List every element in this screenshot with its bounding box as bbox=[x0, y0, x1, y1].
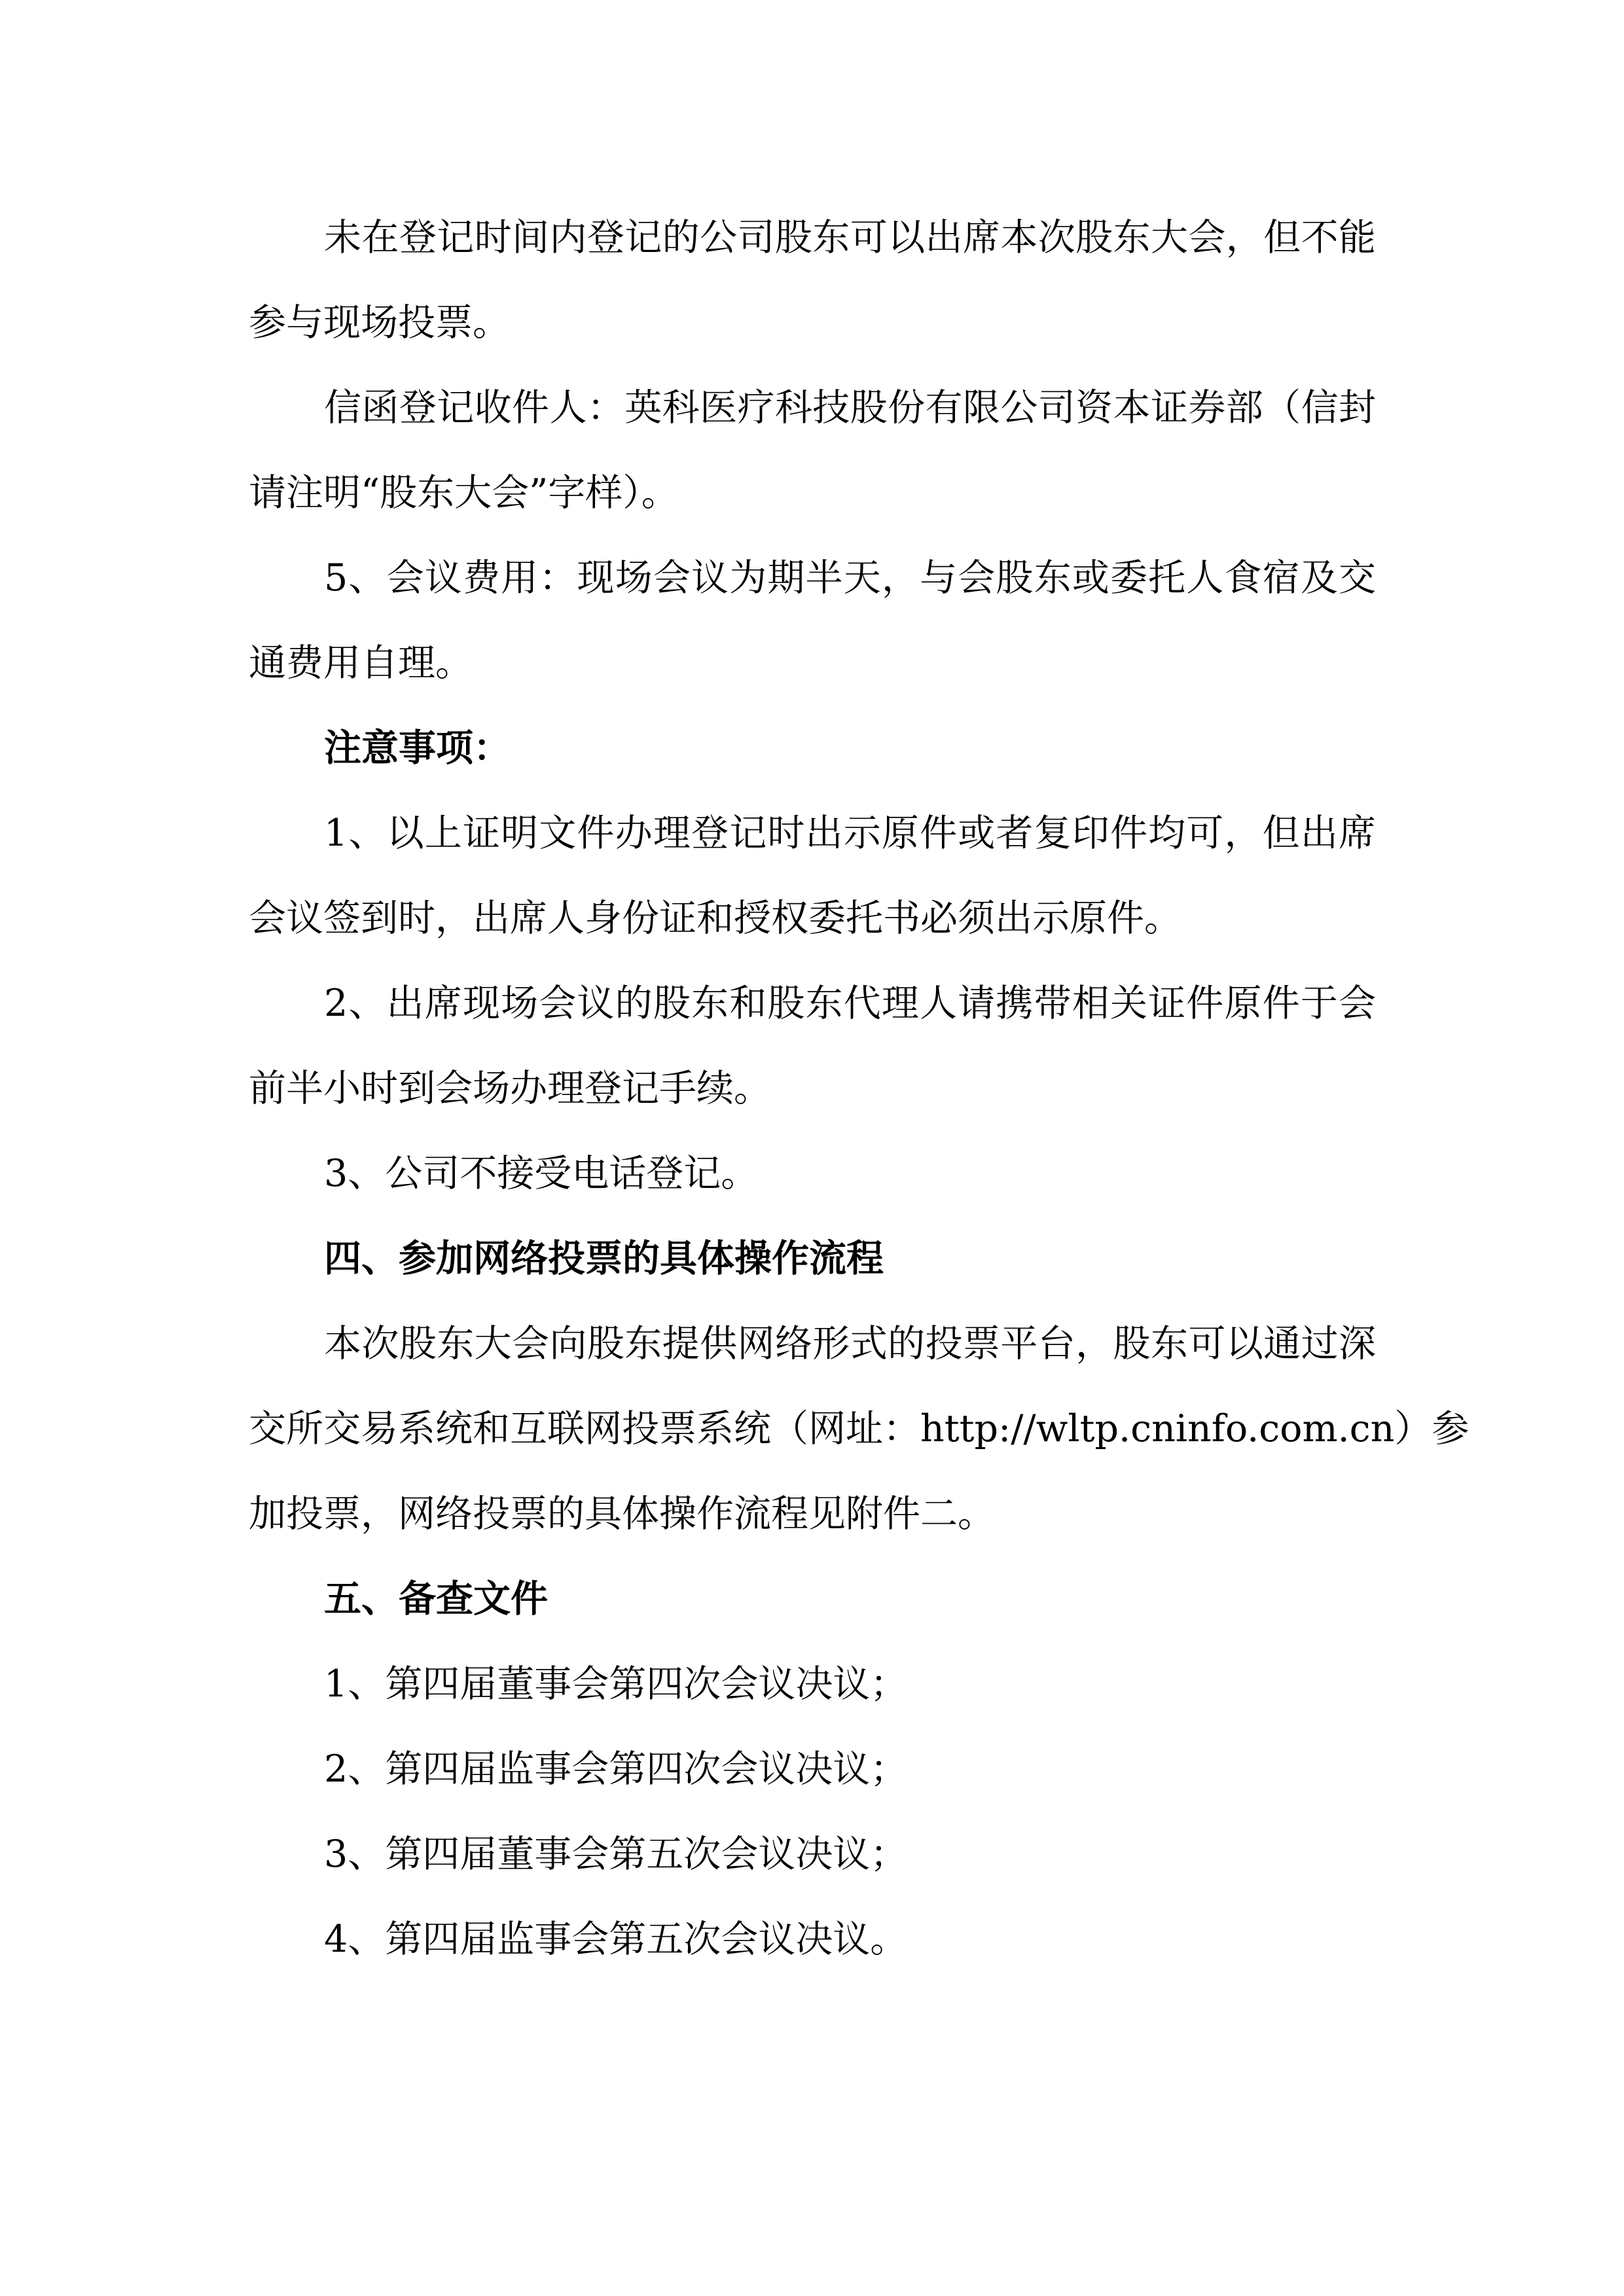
notice-item-3: 3、公司不接受电话登记。 bbox=[324, 1152, 759, 1195]
paragraph-unregistered-line-2: 参与现场投票。 bbox=[249, 301, 510, 344]
section-4-line-1: 本次股东大会向股东提供网络形式的投票平台，股东可以通过深 bbox=[324, 1322, 1376, 1365]
notice-item-2-line-2: 前半小时到会场办理登记手续。 bbox=[249, 1067, 771, 1110]
section-4-line-3: 加投票，网络投票的具体操作流程见附件二。 bbox=[249, 1492, 995, 1535]
paragraph-mail-recipient-line-1: 信函登记收件人：英科医疗科技股份有限公司资本证券部（信封 bbox=[324, 386, 1376, 429]
notice-item-1-line-1: 1、以上证明文件办理登记时出示原件或者复印件均可，但出席 bbox=[324, 812, 1376, 855]
section-5-item-4: 4、第四届监事会第五次会议决议。 bbox=[324, 1918, 908, 1961]
section-4-heading: 四、参加网络投票的具体操作流程 bbox=[324, 1236, 884, 1280]
paragraph-meeting-fees-line-2: 通费用自理。 bbox=[249, 641, 473, 685]
notice-item-2-line-1: 2、出席现场会议的股东和股东代理人请携带相关证件原件于会 bbox=[324, 982, 1376, 1025]
section-5-item-2: 2、第四届监事会第四次会议决议； bbox=[324, 1748, 908, 1791]
paragraph-meeting-fees-line-1: 5、会议费用：现场会议为期半天，与会股东或委托人食宿及交 bbox=[324, 556, 1376, 600]
section-4-line-2: 交所交易系统和互联网投票系统（网址：http://wltp.cninfo.com.cn）参 bbox=[249, 1407, 1470, 1450]
notice-item-1-line-2: 会议签到时，出席人身份证和授权委托书必须出示原件。 bbox=[249, 897, 1182, 940]
paragraph-mail-recipient-line-2: 请注明“股东大会”字样）。 bbox=[249, 471, 679, 514]
notice-heading: 注意事项： bbox=[324, 726, 511, 770]
section-5-item-1: 1、第四届董事会第四次会议决议； bbox=[324, 1662, 908, 1706]
section-5-heading: 五、备查文件 bbox=[324, 1577, 548, 1621]
section-5-item-3: 3、第四届董事会第五次会议决议； bbox=[324, 1833, 908, 1876]
paragraph-unregistered-line-1: 未在登记时间内登记的公司股东可以出席本次股东大会，但不能 bbox=[324, 216, 1376, 259]
